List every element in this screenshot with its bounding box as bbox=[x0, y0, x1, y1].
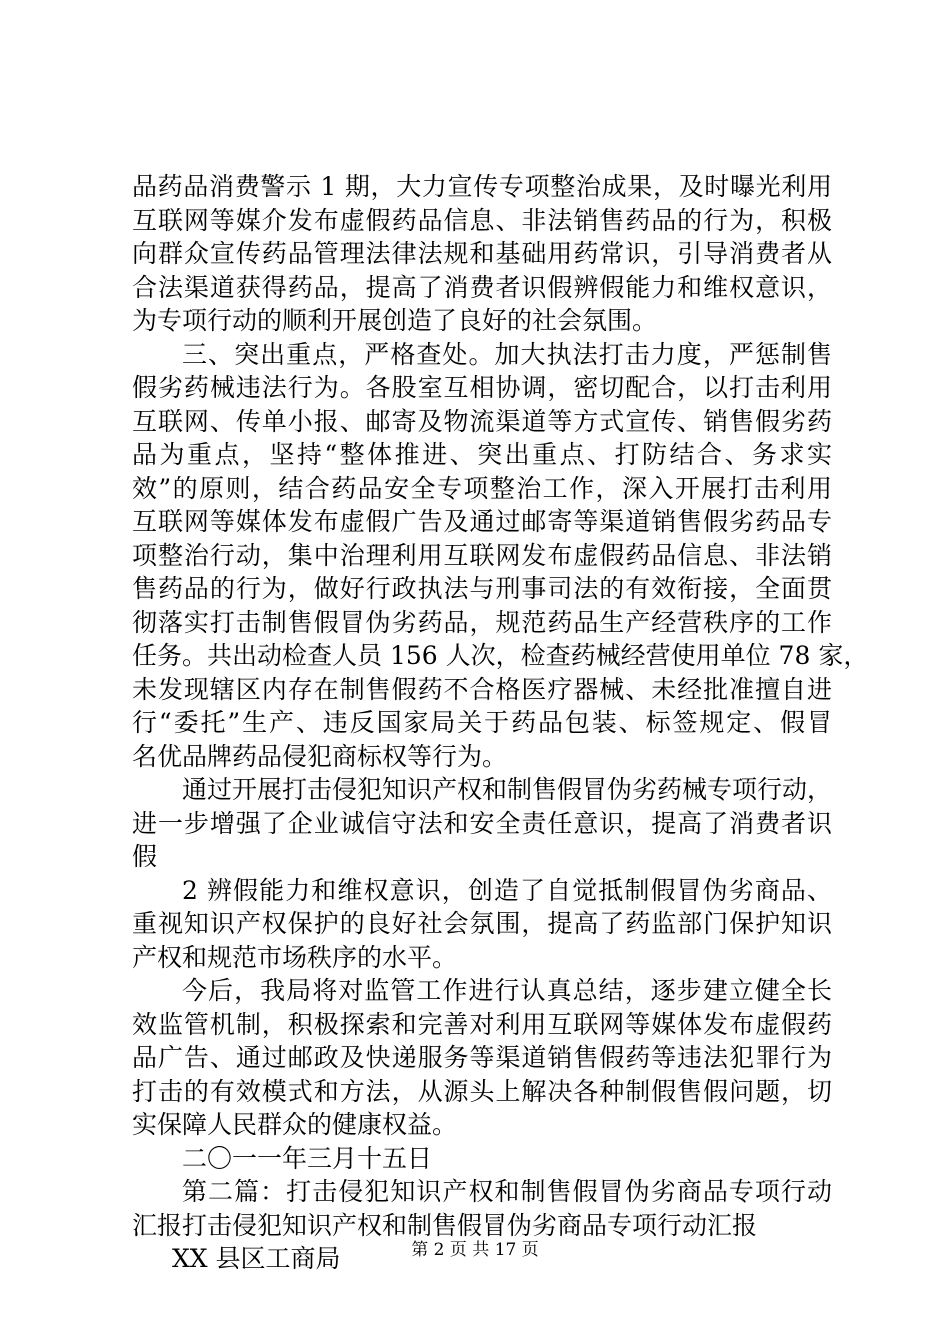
date-line: 二〇一一年三月十五日 bbox=[182, 1143, 433, 1173]
text-line: 互联网、传单小报、邮寄及物流渠道等方式宣传、销售假劣药 bbox=[132, 406, 832, 436]
page-number-footer: 第 2 页 共 17 页 bbox=[411, 1240, 539, 1260]
text-line: 品广告、通过邮政及快递服务等渠道销售假药等违法犯罪行为 bbox=[132, 1043, 832, 1072]
text-line: 2 辨假能力和维权意识，创造了自觉抵制假冒伪劣商品、 bbox=[182, 875, 832, 905]
text-line: 未发现辖区内存在制售假药不合格医疗器械、未经批准擅自进 bbox=[132, 674, 832, 704]
text-line: 假劣药械违法行为。各股室互相协调，密切配合，以打击利用 bbox=[132, 373, 832, 402]
organization-line: XX 县区工商局 bbox=[172, 1244, 341, 1273]
text-line: 实保障人民群众的健康权益。 bbox=[132, 1110, 458, 1139]
text-line: 三、突出重点，严格查处。加大执法打击力度，严惩制售 bbox=[182, 339, 832, 369]
text-line: 互联网等媒介发布虚假药品信息、非法销售药品的行为，积极 bbox=[132, 205, 832, 235]
text-line: 项整治行动，集中治理利用互联网发布虚假药品信息、非法销 bbox=[132, 540, 832, 570]
text-line: 彻落实打击制售假冒伪劣药品，规范药品生产经营秩序的工作 bbox=[132, 607, 832, 637]
text-line: 产权和规范市场秩序的水平。 bbox=[132, 942, 458, 972]
text-line: 品药品消费警示 1 期，大力宣传专项整治成果，及时曝光利用 bbox=[132, 172, 832, 201]
section-heading-continued: 汇报打击侵犯知识产权和制售假冒伪劣商品专项行动汇报 bbox=[132, 1210, 758, 1240]
text-line: 向群众宣传药品管理法律法规和基础用药常识，引导消费者从 bbox=[132, 239, 832, 268]
document-body bbox=[132, 170, 869, 1276]
text-line: 互联网等媒体发布虚假广告及通过邮寄等渠道销售假劣药品专 bbox=[132, 507, 832, 536]
text-line: 品为重点，坚持“整体推进、突出重点、打防结合、务求实 bbox=[132, 440, 832, 469]
text-line: 进一步增强了企业诚信守法和安全责任意识，提高了消费者识 bbox=[132, 808, 832, 838]
text-line: 为专项行动的顺利开展创造了良好的社会氛围。 bbox=[132, 306, 658, 335]
text-line: 效监管机制，积极探索和完善对利用互联网等媒体发布虚假药 bbox=[132, 1009, 832, 1039]
text-line: 假 bbox=[132, 842, 158, 871]
text-line: 任务。共出动检查人员 156 人次，检查药械经营使用单位 78 家， bbox=[132, 641, 869, 670]
text-line: 行“委托”生产、违反国家局关于药品包装、标签规定、假冒 bbox=[132, 708, 832, 737]
text-line: 打击的有效模式和方法，从源头上解决各种制假售假问题，切 bbox=[132, 1076, 832, 1106]
text-line: 重视知识产权保护的良好社会氛围，提高了药监部门保护知识 bbox=[132, 909, 832, 938]
text-line: 通过开展打击侵犯知识产权和制售假冒伪劣药械专项行动， bbox=[182, 775, 833, 804]
text-line: 售药品的行为，做好行政执法与刑事司法的有效衔接，全面贯 bbox=[132, 574, 832, 603]
text-line: 效”的原则，结合药品安全专项整治工作，深入开展打击利用 bbox=[132, 473, 832, 503]
section-heading: 第二篇：打击侵犯知识产权和制售假冒伪劣商品专项行动 bbox=[182, 1177, 832, 1206]
text-line: 今后，我局将对监管工作进行认真总结，逐步建立健全长 bbox=[182, 976, 832, 1005]
text-line: 合法渠道获得药品，提高了消费者识假辨假能力和维权意识， bbox=[132, 272, 832, 302]
text-line: 名优品牌药品侵犯商标权等行为。 bbox=[132, 741, 508, 771]
